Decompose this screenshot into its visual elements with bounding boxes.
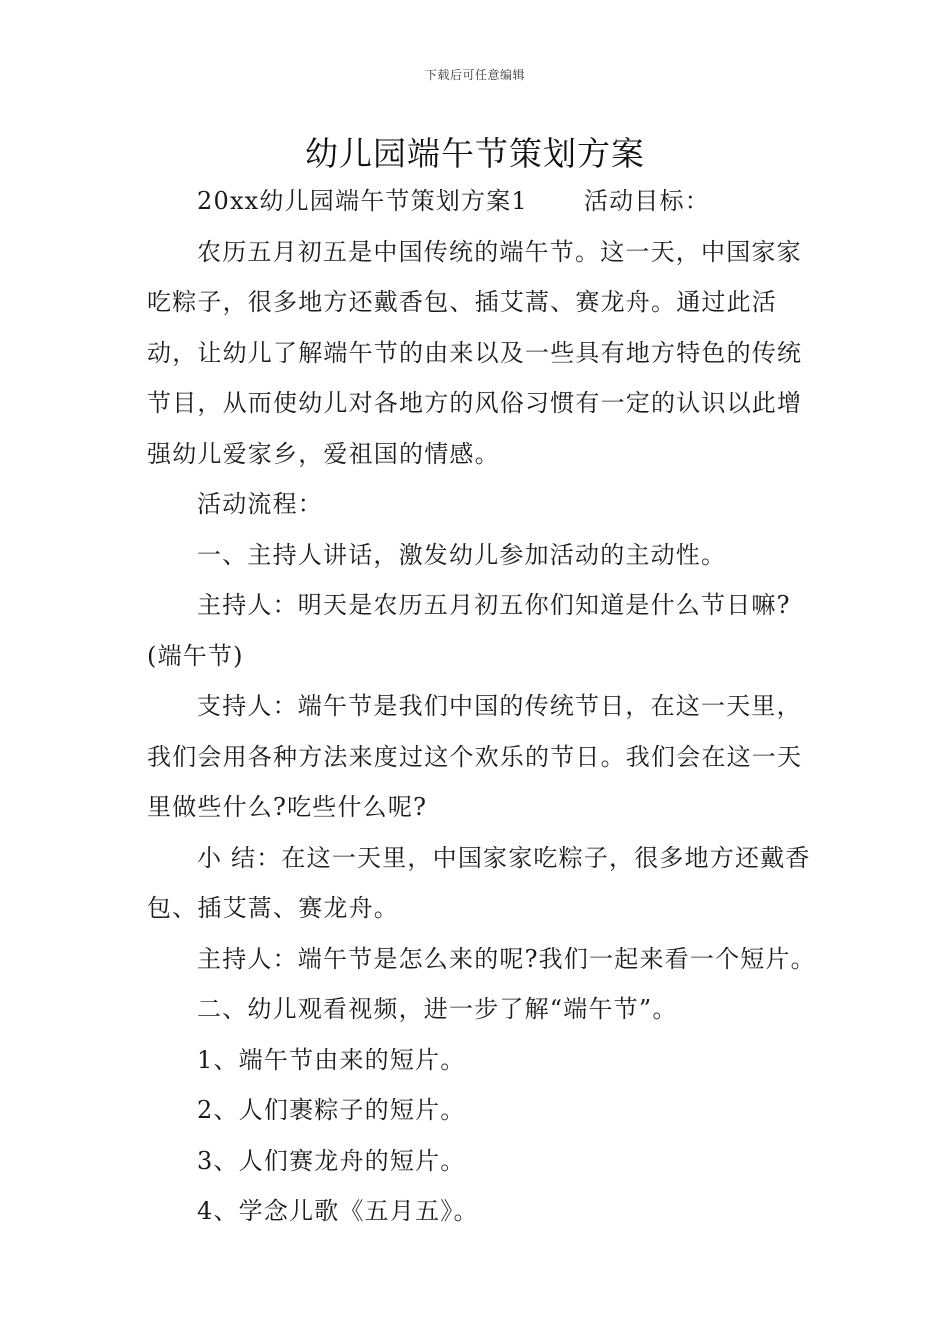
list-item: 3、人们赛龙舟的短片。 [197, 1146, 466, 1175]
list-item: 2、人们裹粽子的短片。 [197, 1096, 466, 1124]
header-note: 下载后可任意编辑 [424, 68, 525, 82]
paragraph-process-heading: 活动流程： [197, 490, 323, 518]
paragraph-host-origin: 主持人：端午节是怎么来的呢?我们一起来看一个短片。 [197, 944, 816, 973]
list-item: 4、学念儿歌《五月五》。 [197, 1197, 479, 1225]
paragraph-step-two: 二、幼儿观看视频，进一步了解“端午节”。 [197, 995, 678, 1023]
paragraph-summary: 小 结：在这一天里，中国家家吃粽子，很多地方还戴香包、插艾蒿、赛龙舟。 [147, 843, 811, 922]
list-item: 1、端午节由来的短片。 [197, 1045, 466, 1074]
paragraph-step-one: 一、主持人讲话，激发幼儿参加活动的主动性。 [197, 540, 727, 569]
paragraph-host-speech: 支持人：端午节是我们中国的传统节日，在这一天里，我们会用各种方法来度过这个欢乐的节日。我们会在这一天里做些什么?吃些什么呢? [147, 692, 803, 821]
subtitle-section-goals: 活动目标： [583, 187, 710, 215]
paragraph-host-question: 主持人：明天是农历五月初五你们知道是什么节日嘛?(端午节) [147, 591, 791, 670]
paragraph-subtitle [147, 176, 817, 227]
subtitle-plan-name: 20xx幼儿园端午节策划方案1 [197, 187, 528, 215]
document-body [147, 176, 817, 1237]
paragraph-goals: 农历五月初五是中国传统的端午节。这一天，中国家家吃粽子，很多地方还戴香包、插艾蒿、赛龙舟。通过此活动，让幼儿了解端午节的由来以及一些具有地方特色的传统节目，从而使幼儿对各地方的风俗习惯有一定的认识以此增强幼儿爱家乡，爱祖国的情感。 [147, 237, 803, 468]
document-title: 幼儿园端午节策划方案 [305, 134, 645, 173]
